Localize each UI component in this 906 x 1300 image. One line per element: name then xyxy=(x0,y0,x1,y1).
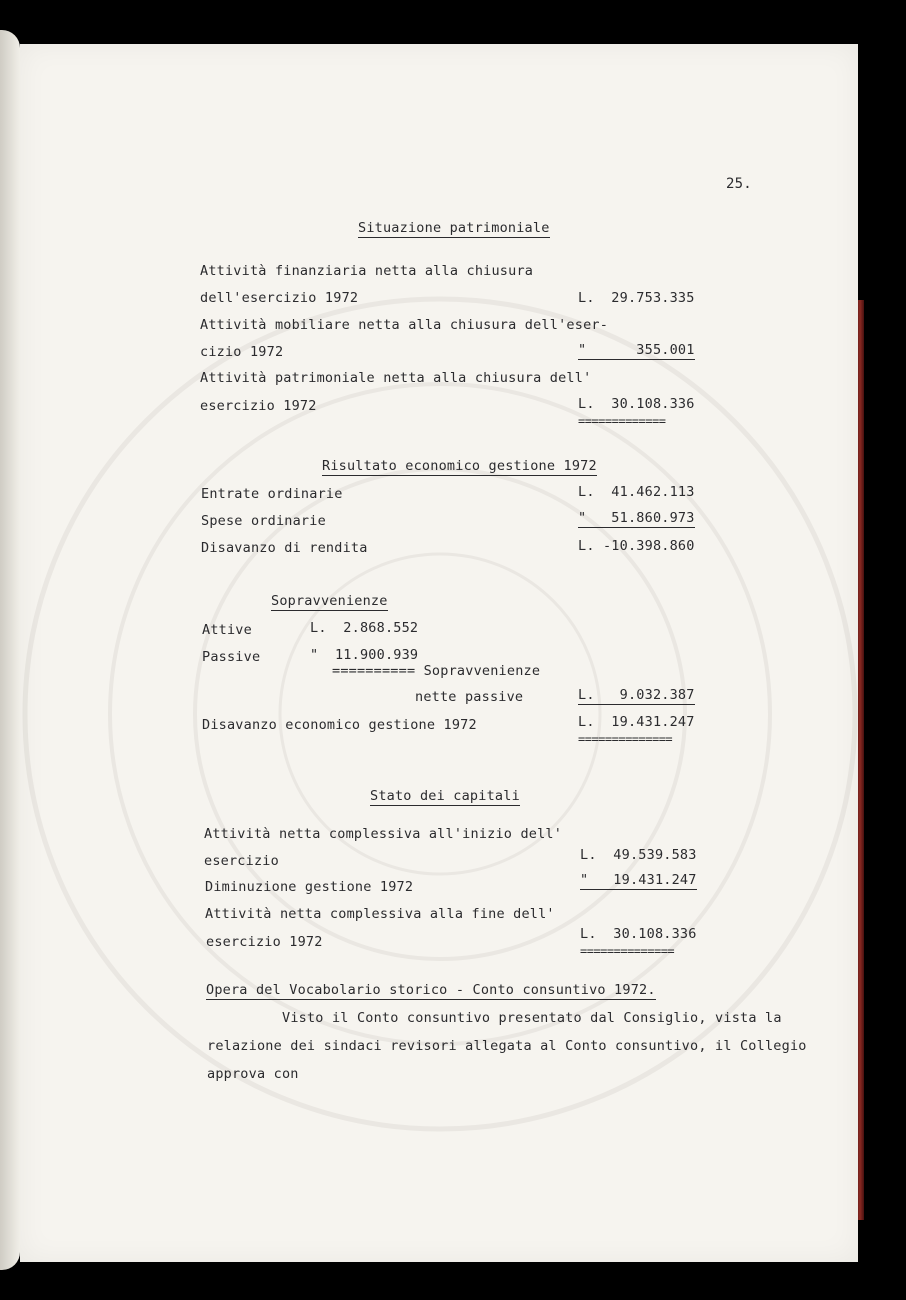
attive-label: Attive xyxy=(202,622,252,638)
risultato-amount: L. -10.398.860 xyxy=(578,538,695,554)
risultato-label: Spese ordinarie xyxy=(201,513,326,529)
patrimoniale-amount: " 355.001 xyxy=(578,342,695,358)
risultato-label: Entrate ordinarie xyxy=(201,486,343,502)
nette-label: nette passive xyxy=(415,689,524,705)
patrimoniale-line: cizio 1972 xyxy=(200,344,284,360)
section-title-sopravvenienze: Sopravvenienze xyxy=(271,593,388,609)
capitali-line: Attività netta complessiva alla fine dell' xyxy=(205,906,555,922)
double-rule: ============== xyxy=(580,944,675,958)
patrimoniale-line: Attività mobiliare netta alla chiusura dell'eser- xyxy=(200,317,609,333)
capitali-line: esercizio 1972 xyxy=(206,934,323,950)
vocabolario-paragraph-line: Visto il Conto consuntivo presentato dal Consiglio, vista la xyxy=(282,1010,782,1026)
capitali-amount: " 19.431.247 xyxy=(580,872,697,888)
patrimoniale-line: esercizio 1972 xyxy=(200,398,317,414)
capitali-line: Diminuzione gestione 1972 xyxy=(205,879,414,895)
vocabolario-paragraph-line: relazione dei sindaci revisori allegata al Conto consuntivo, il Collegio xyxy=(207,1038,807,1054)
nette-amount: L. 9.032.387 xyxy=(578,687,695,703)
risultato-amount: L. 41.462.113 xyxy=(578,484,695,500)
patrimoniale-amount: L. 30.108.336 xyxy=(578,396,695,412)
capitali-line: esercizio xyxy=(204,853,279,869)
risultato-label: Disavanzo di rendita xyxy=(201,540,368,556)
disavanzo-label: Disavanzo economico gestione 1972 xyxy=(202,717,477,733)
patrimoniale-amount: L. 29.753.335 xyxy=(578,290,695,306)
sopravvenienze-rule-line: ========== Sopravvenienze xyxy=(332,663,541,679)
document-page xyxy=(20,44,858,1262)
capitali-amount: L. 49.539.583 xyxy=(580,847,697,863)
double-rule: ============= xyxy=(578,414,666,428)
vocabolario-paragraph-line: approva con xyxy=(207,1066,299,1082)
facing-page-edge xyxy=(0,30,20,1270)
section-title-patrimoniale: Situazione patrimoniale xyxy=(358,220,550,236)
patrimoniale-line: Attività patrimoniale netta alla chiusura dell' xyxy=(200,370,592,386)
disavanzo-amount: L. 19.431.247 xyxy=(578,714,695,730)
patrimoniale-line: Attività finanziaria netta alla chiusura xyxy=(200,263,534,279)
passive-amount: " 11.900.939 xyxy=(310,647,419,663)
page-number: 25. xyxy=(726,176,752,192)
section-title-capitali: Stato dei capitali xyxy=(370,788,520,804)
patrimoniale-line: dell'esercizio 1972 xyxy=(200,290,359,306)
passive-label: Passive xyxy=(202,649,261,665)
capitali-amount: L. 30.108.336 xyxy=(580,926,697,942)
double-rule: ============== xyxy=(578,732,673,746)
capitali-line: Attività netta complessiva all'inizio dell' xyxy=(204,826,563,842)
vocabolario-heading: Opera del Vocabolario storico - Conto consuntivo 1972. xyxy=(206,982,656,998)
section-title-risultato: Risultato economico gestione 1972 xyxy=(322,458,597,474)
risultato-amount: " 51.860.973 xyxy=(578,510,695,526)
attive-amount: L. 2.868.552 xyxy=(310,620,419,636)
